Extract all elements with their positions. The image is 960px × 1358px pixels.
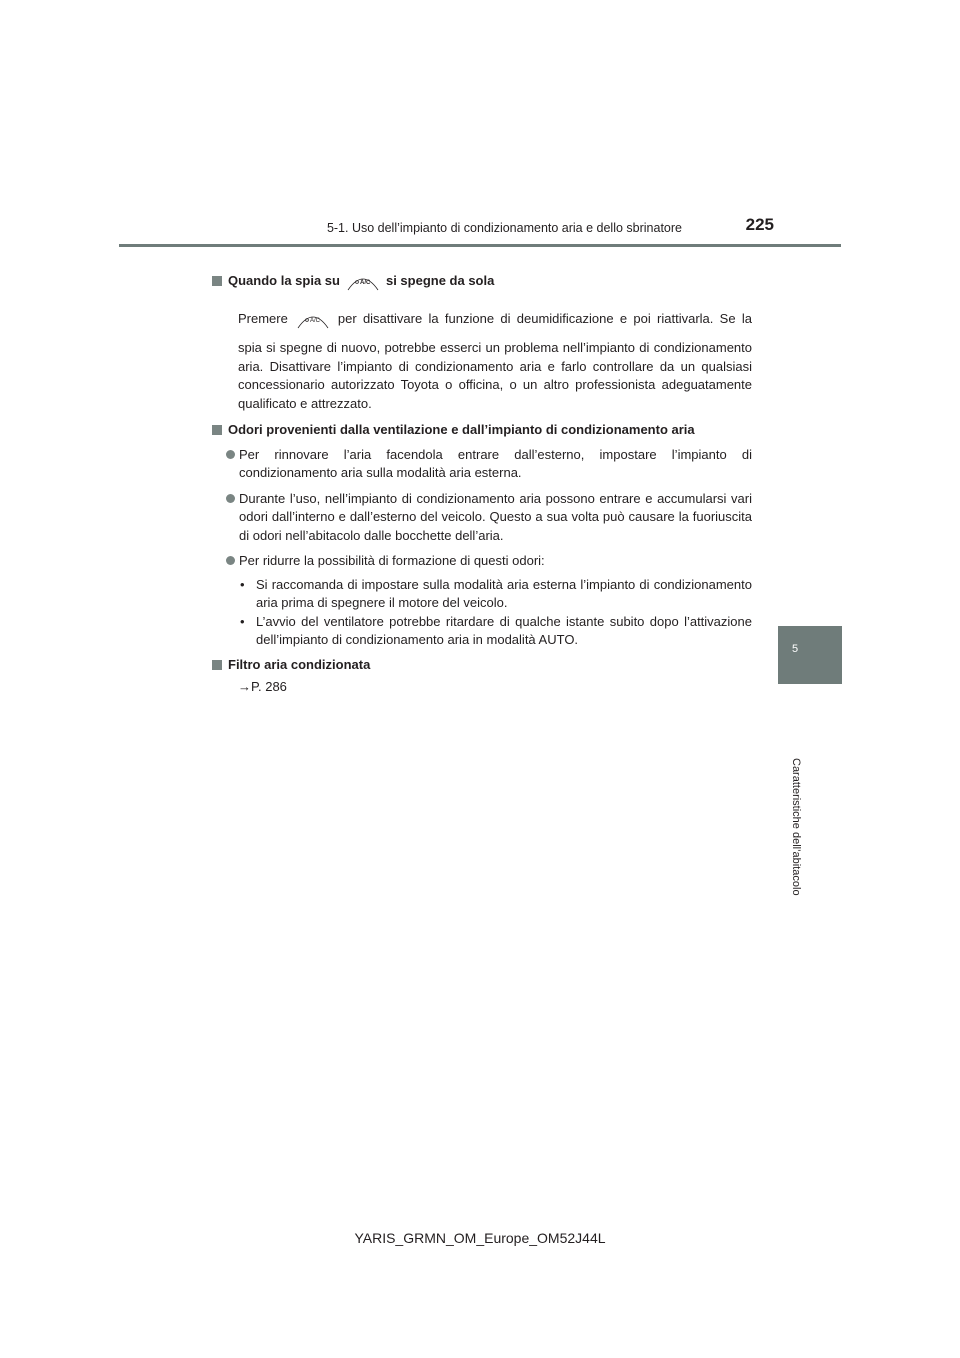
section-heading-filter <box>212 656 752 675</box>
ac-button-icon <box>346 271 380 291</box>
heading-text: Filtro aria condizionata <box>228 656 371 672</box>
section-title: 5-1. Uso dell’impianto di condizionamento aria e dello sbrinatore <box>326 221 682 235</box>
section-square-icon <box>212 276 222 286</box>
bullet-dot-icon <box>226 494 235 503</box>
document-code: YARIS_GRMN_OM_Europe_OM52J44L <box>354 1230 606 1246</box>
sub-bullet-text: Si raccomanda di impostare sulla modalità aria esterna l’impianto di condizionamento aria prima di spegnere il motore del veicolo. <box>256 576 752 610</box>
section-square-icon <box>212 425 222 435</box>
bullet-dot-icon <box>226 556 235 565</box>
heading-text: Odori provenienti dalla ventilazione e dall’impianto di condizionamento aria <box>228 422 695 437</box>
page-content <box>212 271 752 697</box>
bullet-item <box>212 490 752 546</box>
para-text-pre: Premere <box>238 310 288 326</box>
ac-button-icon <box>296 309 330 329</box>
heading-text-post: si spegne da sola <box>385 272 495 288</box>
heading-text-pre: Quando la spia su <box>228 272 340 288</box>
sub-bullet-item <box>212 576 752 613</box>
svg-text:A/C: A/C <box>359 280 371 286</box>
chapter-tab <box>778 626 842 684</box>
section-heading-ac-light <box>212 271 752 291</box>
page-number: 225 <box>745 215 774 234</box>
paragraph-ac-light-2: spia si spegne di nuovo, potrebbe esserci un problema nell’impianto di condizionamento aria. Disattivare l’impianto di condizionamento aria e farlo controllare da un qualsiasi concessionario autorizzato Toyota o officina, o un altro professionista adeguatamente qualificato e attrezzato. <box>238 340 752 411</box>
sub-bullet-mark: • <box>240 576 245 592</box>
sub-bullet-item <box>212 613 752 650</box>
bullet-text: Durante l’uso, nell’impianto di condizionamento aria possono entrare e accumularsi vari odori dall’interno e dall’esterno del veicolo. Questo a sua volta può causare la fuoriuscita di odori nell’abitacolo dalle bocchette dell’aria. <box>239 490 752 543</box>
sub-bullet-mark: • <box>240 613 245 629</box>
bullet-item <box>212 446 752 483</box>
page-reference-link[interactable]: →P. 286 <box>238 679 287 694</box>
svg-text:A/C: A/C <box>309 318 320 324</box>
section-heading-odors <box>212 421 752 440</box>
sub-bullet-text: L’avvio del ventilatore potrebbe ritardare di qualche istante subito dopo l’attivazione dell’impianto di condizionamento aria in modalità AUTO. <box>256 613 752 647</box>
para-text-post: per disattivare la funzione di deumidificazione e poi riattivarla. Se la <box>337 310 752 326</box>
bullet-item <box>212 552 752 571</box>
bullet-text: Per ridurre la possibilità di formazione di questi odori: <box>239 553 545 568</box>
paragraph-ac-light-1 <box>212 309 752 329</box>
bullet-dot-icon <box>226 450 235 459</box>
bullet-text: Per rinnovare l’aria facendola entrare dall’esterno, impostare l’impianto di condizionamento aria sulla modalità aria esterna. <box>239 446 752 480</box>
section-square-icon <box>212 660 222 670</box>
header-divider <box>119 244 841 247</box>
chapter-number: 5 <box>791 643 799 655</box>
chapter-label: Caratteristiche dell’abitacolo <box>790 758 802 896</box>
